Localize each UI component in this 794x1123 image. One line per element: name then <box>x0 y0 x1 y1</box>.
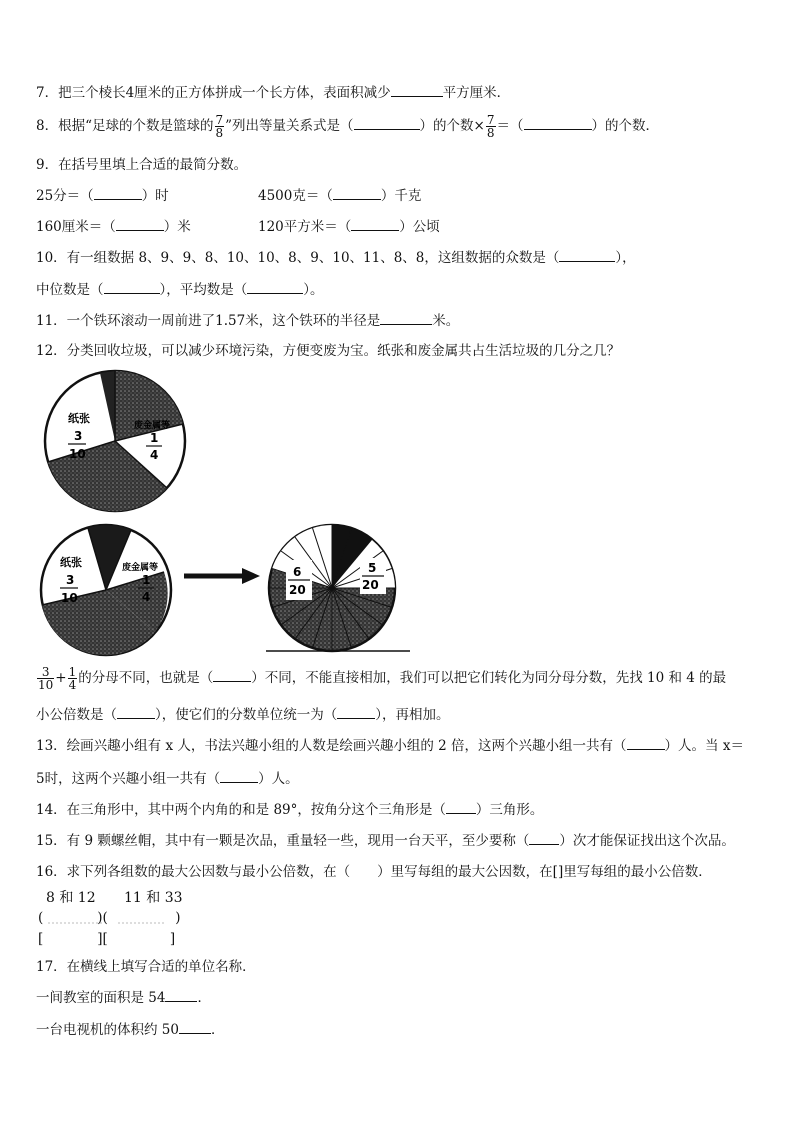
pie-chart-right <box>264 522 414 658</box>
answer-blank[interactable] <box>116 218 164 231</box>
question-17-line1: 一间教室的面积是 54 ． <box>36 990 211 1006</box>
answer-blank[interactable] <box>247 281 303 294</box>
question-10-line2: 中位数是（ ），平均数是（ ）。 <box>36 282 324 298</box>
question-17-line2: 一台电视机的体积约 50 ． <box>36 1022 225 1038</box>
answer-blank[interactable] <box>391 84 443 97</box>
answer-blank[interactable] <box>354 117 420 130</box>
svg-text:1: 1 <box>150 431 159 445</box>
svg-text:4: 4 <box>142 590 151 604</box>
question-14: 14．在三角形中，其中两个内角的和是 89°，按角分这个三角形是（ ）三角形。 <box>36 802 544 818</box>
answer-blank[interactable] <box>117 706 155 719</box>
question-16-title: 16．求下列各组数的最大公因数与最小公倍数，在（ ）里写每组的最大公因数，在[]里写每组的最小公倍数． <box>36 864 712 880</box>
arrow-right-icon <box>182 566 262 586</box>
svg-text:6: 6 <box>293 565 302 579</box>
question-16-pair1: 8 和 12 <box>46 890 96 906</box>
question-16-paren-row: ( )( ) <box>38 910 181 926</box>
answer-blank[interactable] <box>179 1021 211 1034</box>
svg-text:20: 20 <box>362 578 379 592</box>
svg-text:4: 4 <box>150 448 159 462</box>
svg-text:3: 3 <box>74 429 83 443</box>
svg-text:废金属等: 废金属等 <box>122 563 159 573</box>
question-11: 11．一个铁环滚动一周前进了1.57米，这个铁环的半径是 米。 <box>36 313 460 329</box>
question-8: 8．根据“足球的个数是篮球的 $\frac{7}{8}$ ”列出等量关系式是（ ）的个数× $\frac{7}{8}$ ＝（ ）的个数． <box>36 113 659 140</box>
pie-chart-top <box>40 366 190 516</box>
fraction: $\frac{7}{8}$ <box>215 113 224 140</box>
svg-text:1: 1 <box>142 573 151 587</box>
question-12-expl-line1: $\frac{3}{10}$ + $\frac{1}{4}$ 的分母不同，也就是（ ）不同，不能直接相加，我们可以把它们转化为同分母分数，先找 10 和 4 的最 <box>38 665 727 692</box>
question-15: 15．有 9 颗螺丝帽，其中有一颗是次品，重量轻一些，现用一台天平，至少要称（ ）次才能保证找出这个次品。 <box>36 833 735 849</box>
answer-blank[interactable] <box>351 218 399 231</box>
answer-blank[interactable] <box>213 669 251 682</box>
fraction: $\frac{3}{10}$ <box>38 665 54 692</box>
answer-blank[interactable] <box>559 249 615 262</box>
question-17-title: 17．在横线上填写合适的单位名称． <box>36 959 256 975</box>
answer-blank[interactable] <box>524 117 592 130</box>
question-16-pair2: 11 和 33 <box>124 890 183 906</box>
question-10-line1: 10．有一组数据 8、9、9、8、10、10、8、9、10、11、8、8，这组数据的众数是（ ）， <box>36 250 636 266</box>
answer-blank[interactable] <box>380 312 432 325</box>
question-9-row1b: 4500克＝（ ）千克 <box>258 188 422 204</box>
question-9-row2a: 160厘米＝（ ）米 <box>36 219 191 235</box>
answer-blank[interactable] <box>104 281 160 294</box>
answer-blank[interactable] <box>627 737 665 750</box>
pie-label-metal: 废金属等 <box>134 421 171 431</box>
question-12-title: 12．分类回收垃圾，可以减少环境污染，方便变废为宝。纸张和废金属共占生活垃圾的几分之几？ <box>36 343 621 359</box>
svg-text:3: 3 <box>66 573 75 587</box>
question-13-line2: 5时，这两个兴趣小组一共有（ ）人。 <box>36 771 299 787</box>
fraction: $\frac{1}{4}$ <box>68 665 77 692</box>
svg-text:纸张: 纸张 <box>60 556 82 569</box>
svg-text:5: 5 <box>368 561 377 575</box>
answer-blank[interactable] <box>165 989 197 1002</box>
answer-blank[interactable] <box>337 706 375 719</box>
svg-text:10: 10 <box>69 447 86 461</box>
paren-underlines <box>48 921 168 925</box>
answer-blank[interactable] <box>529 832 559 845</box>
answer-blank[interactable] <box>220 770 258 783</box>
svg-text:10: 10 <box>61 591 78 605</box>
question-13-line1: 13．绘画兴趣小组有 x 人，书法兴趣小组的人数是绘画兴趣小组的 2 倍，这两个兴趣小组一共有（ ）人。当 x＝ <box>36 738 744 754</box>
question-9-title: 9．在括号里填上合适的最简分数。 <box>36 157 248 173</box>
pie-chart-left <box>36 520 176 660</box>
fraction: $\frac{7}{8}$ <box>486 113 495 140</box>
answer-blank[interactable] <box>446 801 476 814</box>
answer-blank[interactable] <box>94 187 142 200</box>
answer-blank[interactable] <box>333 187 381 200</box>
svg-text:20: 20 <box>289 583 306 597</box>
question-16-bracket-row: [ ][ ] <box>38 931 176 947</box>
pie-label-paper: 纸张 <box>68 412 90 425</box>
question-9-row1a: 25分＝（ ）时 <box>36 188 169 204</box>
question-12-expl-line2: 小公倍数是（ ），使它们的分数单位统一为（ ），再相加。 <box>36 707 450 723</box>
question-9-row2b: 120平方米＝（ ）公顷 <box>258 219 440 235</box>
question-7: 7．把三个棱长4厘米的正方体拼成一个长方体，表面积减少 平方厘米． <box>36 85 511 101</box>
